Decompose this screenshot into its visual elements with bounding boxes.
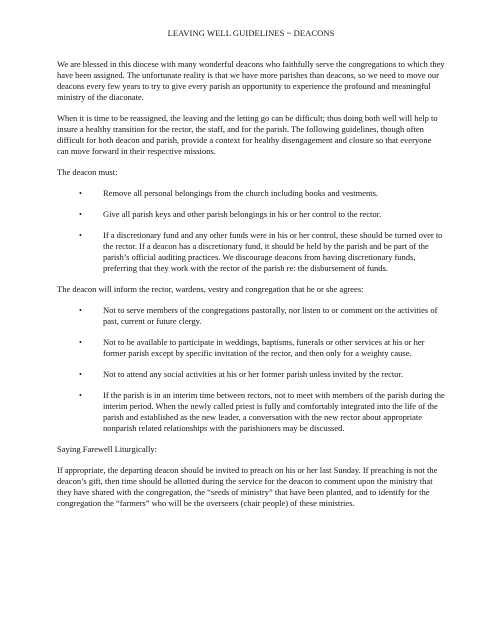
farewell-paragraph: If appropriate, the departing deacon should be invited to preach on his or her last Sunday. If preaching is not the deacon’s gift, then time should be allotted during the service for the deacon to comment upon the ministry that they have shared with the congregation, the “seeds of ministry” that have been planted, and to identify for the congregation the “farmers” who will be the overseers (chair people) of these ministries. (57, 465, 438, 508)
list-item-text: Give all parish keys and other parish belongings in his or her control to the rector. (103, 209, 382, 219)
list-item (57, 305, 445, 327)
list-item-text: Not to attend any social activities at his or her former parish unless invited by the rector. (103, 369, 404, 379)
list-item-text: Not to serve members of the congregations pastorally, nor listen to or comment on the activities of past, current or future clergy. (103, 305, 438, 326)
list-item-text: Remove all personal belongings from the church including books and vestments. (103, 188, 379, 198)
list-item (57, 337, 445, 359)
must-list (57, 188, 445, 274)
list-item-text: If a discretionary fund and any other funds were in his or her control, these should be turned over to the rector. If a deacon has a discretionary fund, it should be held by the parish and be part of the parish’s official auditing practices. We discourage deacons from having discretionary funds, preferring that they work with the rector of the parish re: the disbursement of funds. (103, 230, 443, 273)
list-item (57, 230, 445, 274)
bullet-icon: • (79, 189, 82, 198)
list-item-text: If the parish is in an interim time between rectors, not to meet with members of the parish during the interim period. When the newly called priest is fully and comfortably integrated into the life of the parish and established as the new leader, a conversation with the new rector about appropriate nonparish related relationships with the parishioners may be discussed. (103, 390, 445, 433)
inform-heading: The deacon will inform the rector, wardens, vestry and congregation that he or she agrees: (57, 284, 364, 294)
intro-paragraph: We are blessed in this diocese with many wonderful deacons who faithfully serve the congregations to which they have been assigned. The unfortunate reality is that we have more parishes than deacons, so we need to move our deacons every few years to try to give every parish an opportunity to experience the profound and meaningful ministry of the diaconate. (57, 59, 445, 102)
bullet-icon: • (79, 338, 82, 347)
bullet-icon: • (79, 210, 82, 219)
list-item (57, 369, 445, 380)
reassigned-paragraph: When it is time to be reassigned, the leaving and the letting go can be difficult; thus doing both well will help to insure a healthy transition for the rector, the staff, and for the parish. The following guidelines, though often difficult for both deacon and parish, provide a context for healthy disengagement and closure so that everyone can move forward in their respective missions. (57, 113, 438, 156)
list-item (57, 209, 445, 220)
list-item-text: Not to be available to participate in weddings, baptisms, funerals or other services at his or her former parish except by specific invitation of the rector, and then only for a weighty cause. (103, 337, 425, 358)
bullet-icon: • (79, 231, 82, 240)
list-item (57, 390, 445, 434)
farewell-heading: Saying Farewell Liturgically: (57, 444, 157, 454)
list-item (57, 188, 445, 199)
bullet-icon: • (79, 391, 82, 400)
bullet-icon: • (79, 306, 82, 315)
bullet-icon: • (79, 370, 82, 379)
inform-list (57, 305, 445, 434)
document-page (57, 28, 445, 519)
document-title: LEAVING WELL GUIDELINES ~ DEACONS (167, 28, 335, 38)
must-heading: The deacon must: (57, 167, 118, 177)
